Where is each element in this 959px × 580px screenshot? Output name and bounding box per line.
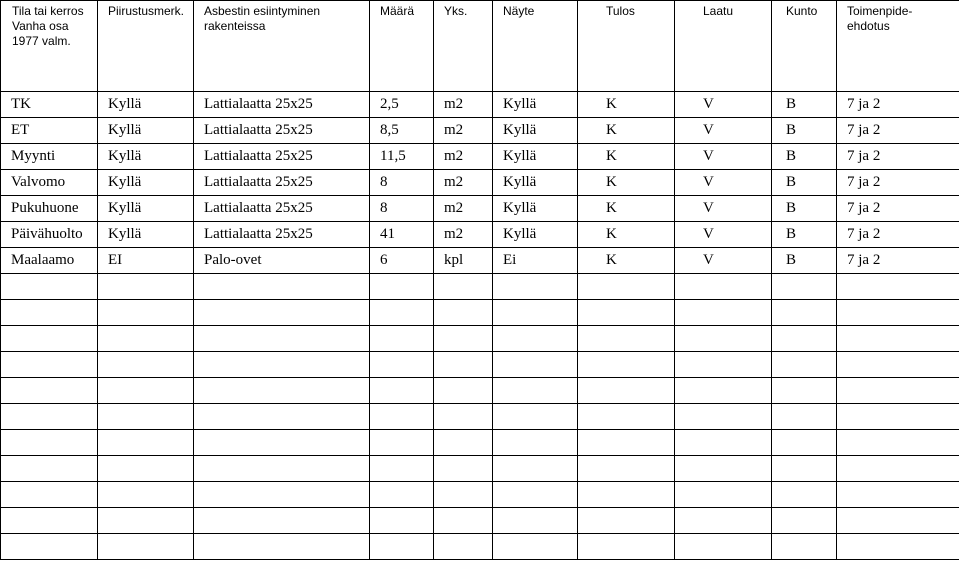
cell-asbestos-structure: Palo-ovet [194, 248, 370, 274]
empty-cell [370, 300, 434, 326]
header-text: Laatu [703, 4, 734, 18]
cell-quantity: 41 [370, 222, 434, 248]
cell-room: Valvomo [1, 170, 98, 196]
empty-cell [194, 508, 370, 534]
table-row [1, 92, 959, 118]
cell-result: K [578, 144, 675, 170]
empty-cell [98, 300, 194, 326]
table-row [1, 222, 959, 248]
header-text: Vanha osa [12, 19, 69, 33]
cell-action-proposal: 7 ja 2 [837, 196, 959, 222]
cell-asbestos-structure: Lattialaatta 25x25 [194, 144, 370, 170]
cell-quantity: 11,5 [370, 144, 434, 170]
cell-condition: B [772, 118, 837, 144]
cell-room: Pukuhuone [1, 196, 98, 222]
empty-cell [370, 456, 434, 482]
empty-cell [98, 352, 194, 378]
table-row [1, 248, 959, 274]
empty-cell [1, 534, 98, 560]
header-text: Tila tai kerros [12, 4, 84, 18]
header-text: Näyte [503, 4, 535, 18]
cell-asbestos-structure: Lattialaatta 25x25 [194, 118, 370, 144]
empty-cell [370, 534, 434, 560]
empty-cell [675, 534, 772, 560]
cell-action-proposal: 7 ja 2 [837, 170, 959, 196]
cell-room: Maalaamo [1, 248, 98, 274]
empty-cell [837, 326, 959, 352]
cell-sample: Kyllä [493, 170, 578, 196]
cell-condition: B [772, 92, 837, 118]
cell-sample: Kyllä [493, 222, 578, 248]
empty-cell [578, 508, 675, 534]
empty-table-row [1, 352, 959, 378]
empty-cell [98, 326, 194, 352]
empty-cell [434, 352, 493, 378]
cell-sample: Kyllä [493, 118, 578, 144]
empty-cell [772, 274, 837, 300]
empty-cell [194, 456, 370, 482]
empty-cell [837, 534, 959, 560]
empty-cell [370, 482, 434, 508]
empty-cell [772, 534, 837, 560]
cell-drawing-mark: EI [98, 248, 194, 274]
empty-cell [98, 378, 194, 404]
empty-cell [98, 430, 194, 456]
header-text: Piirustusmerk. [108, 4, 185, 18]
empty-cell [434, 482, 493, 508]
header-cell [675, 1, 772, 92]
empty-cell [1, 430, 98, 456]
empty-table-row [1, 378, 959, 404]
cell-action-proposal: 7 ja 2 [837, 118, 959, 144]
cell-unit: m2 [434, 92, 493, 118]
header-text: Asbestin esiintyminen [204, 4, 321, 18]
empty-table-row [1, 404, 959, 430]
cell-sample: Kyllä [493, 144, 578, 170]
empty-cell [434, 456, 493, 482]
header-cell [493, 1, 578, 92]
cell-unit: m2 [434, 170, 493, 196]
empty-cell [98, 534, 194, 560]
empty-cell [837, 482, 959, 508]
empty-cell [1, 456, 98, 482]
cell-drawing-mark: Kyllä [98, 222, 194, 248]
table-row [1, 144, 959, 170]
empty-cell [675, 274, 772, 300]
cell-drawing-mark: Kyllä [98, 170, 194, 196]
header-cell [837, 1, 959, 92]
cell-action-proposal: 7 ja 2 [837, 144, 959, 170]
empty-cell [837, 352, 959, 378]
empty-cell [578, 352, 675, 378]
empty-cell [98, 274, 194, 300]
table-row [1, 118, 959, 144]
empty-cell [493, 482, 578, 508]
header-cell [194, 1, 370, 92]
cell-quantity: 8 [370, 170, 434, 196]
table-row [1, 196, 959, 222]
header-cell [98, 1, 194, 92]
empty-cell [370, 274, 434, 300]
empty-cell [675, 508, 772, 534]
empty-cell [194, 274, 370, 300]
empty-cell [1, 352, 98, 378]
cell-unit: m2 [434, 222, 493, 248]
empty-cell [772, 300, 837, 326]
empty-cell [434, 404, 493, 430]
header-text: ehdotus [847, 19, 890, 33]
cell-sample: Ei [493, 248, 578, 274]
empty-table-row [1, 430, 959, 456]
header-cell [370, 1, 434, 92]
header-text: 1977 valm. [12, 34, 71, 48]
empty-cell [98, 404, 194, 430]
empty-cell [194, 300, 370, 326]
empty-cell [578, 274, 675, 300]
cell-condition: B [772, 144, 837, 170]
empty-cell [194, 404, 370, 430]
cell-unit: m2 [434, 118, 493, 144]
empty-cell [370, 430, 434, 456]
empty-cell [434, 534, 493, 560]
cell-quality: V [675, 222, 772, 248]
empty-cell [493, 508, 578, 534]
header-text: Yks. [444, 4, 468, 18]
cell-result: K [578, 196, 675, 222]
empty-cell [578, 404, 675, 430]
header-cell [578, 1, 675, 92]
cell-unit: kpl [434, 248, 493, 274]
cell-asbestos-structure: Lattialaatta 25x25 [194, 222, 370, 248]
cell-result: K [578, 248, 675, 274]
cell-room: Myynti [1, 144, 98, 170]
empty-cell [578, 430, 675, 456]
cell-result: K [578, 118, 675, 144]
empty-cell [578, 534, 675, 560]
empty-cell [98, 482, 194, 508]
empty-cell [98, 456, 194, 482]
empty-table-row [1, 456, 959, 482]
cell-result: K [578, 170, 675, 196]
empty-cell [578, 300, 675, 326]
empty-cell [98, 508, 194, 534]
empty-cell [194, 482, 370, 508]
cell-asbestos-structure: Lattialaatta 25x25 [194, 196, 370, 222]
cell-quantity: 8,5 [370, 118, 434, 144]
empty-cell [493, 300, 578, 326]
empty-cell [675, 404, 772, 430]
cell-condition: B [772, 196, 837, 222]
empty-cell [370, 404, 434, 430]
cell-quality: V [675, 144, 772, 170]
cell-room: TK [1, 92, 98, 118]
empty-cell [1, 300, 98, 326]
cell-drawing-mark: Kyllä [98, 118, 194, 144]
empty-cell [493, 534, 578, 560]
empty-cell [675, 456, 772, 482]
empty-table-row [1, 274, 959, 300]
empty-cell [493, 352, 578, 378]
empty-cell [675, 326, 772, 352]
empty-cell [194, 378, 370, 404]
empty-table-row [1, 300, 959, 326]
empty-cell [675, 430, 772, 456]
empty-cell [434, 378, 493, 404]
empty-cell [578, 482, 675, 508]
cell-result: K [578, 92, 675, 118]
cell-unit: m2 [434, 196, 493, 222]
cell-condition: B [772, 222, 837, 248]
cell-quantity: 8 [370, 196, 434, 222]
empty-cell [837, 508, 959, 534]
empty-cell [1, 404, 98, 430]
empty-cell [1, 482, 98, 508]
cell-room: ET [1, 118, 98, 144]
empty-table-row [1, 326, 959, 352]
header-text: Tulos [606, 4, 635, 18]
empty-cell [772, 378, 837, 404]
header-text: Toimenpide- [847, 4, 913, 18]
empty-cell [370, 352, 434, 378]
empty-cell [772, 326, 837, 352]
cell-room: Päivähuolto [1, 222, 98, 248]
cell-asbestos-structure: Lattialaatta 25x25 [194, 92, 370, 118]
empty-cell [772, 508, 837, 534]
header-cell [1, 1, 98, 92]
empty-cell [493, 404, 578, 430]
empty-cell [434, 300, 493, 326]
empty-cell [493, 430, 578, 456]
empty-table-row [1, 534, 959, 560]
empty-cell [837, 378, 959, 404]
empty-cell [434, 508, 493, 534]
empty-cell [772, 456, 837, 482]
empty-cell [493, 326, 578, 352]
cell-quantity: 6 [370, 248, 434, 274]
header-text: rakenteissa [204, 19, 266, 33]
header-text: Määrä [380, 4, 415, 18]
empty-cell [675, 482, 772, 508]
cell-drawing-mark: Kyllä [98, 144, 194, 170]
cell-sample: Kyllä [493, 92, 578, 118]
cell-action-proposal: 7 ja 2 [837, 248, 959, 274]
empty-cell [837, 430, 959, 456]
table-header-row [1, 1, 959, 92]
cell-condition: B [772, 170, 837, 196]
empty-cell [434, 430, 493, 456]
empty-cell [772, 482, 837, 508]
cell-quantity: 2,5 [370, 92, 434, 118]
empty-cell [837, 456, 959, 482]
empty-cell [1, 274, 98, 300]
cell-unit: m2 [434, 144, 493, 170]
empty-cell [675, 300, 772, 326]
empty-cell [837, 300, 959, 326]
cell-asbestos-structure: Lattialaatta 25x25 [194, 170, 370, 196]
cell-quality: V [675, 92, 772, 118]
cell-sample: Kyllä [493, 196, 578, 222]
empty-cell [194, 430, 370, 456]
empty-cell [578, 456, 675, 482]
empty-cell [675, 352, 772, 378]
empty-cell [772, 352, 837, 378]
empty-cell [370, 378, 434, 404]
empty-cell [837, 274, 959, 300]
empty-cell [434, 274, 493, 300]
empty-table-row [1, 508, 959, 534]
table-row [1, 170, 959, 196]
cell-condition: B [772, 248, 837, 274]
empty-cell [493, 456, 578, 482]
empty-cell [194, 326, 370, 352]
empty-cell [1, 508, 98, 534]
empty-cell [194, 352, 370, 378]
empty-cell [837, 404, 959, 430]
header-cell [772, 1, 837, 92]
empty-cell [370, 326, 434, 352]
cell-quality: V [675, 196, 772, 222]
cell-quality: V [675, 118, 772, 144]
cell-action-proposal: 7 ja 2 [837, 222, 959, 248]
empty-cell [370, 508, 434, 534]
cell-action-proposal: 7 ja 2 [837, 92, 959, 118]
cell-quality: V [675, 170, 772, 196]
cell-result: K [578, 222, 675, 248]
empty-cell [772, 404, 837, 430]
cell-quality: V [675, 248, 772, 274]
empty-cell [1, 326, 98, 352]
empty-cell [772, 430, 837, 456]
empty-table-row [1, 482, 959, 508]
empty-cell [1, 378, 98, 404]
empty-cell [578, 326, 675, 352]
empty-cell [675, 378, 772, 404]
empty-cell [434, 326, 493, 352]
empty-cell [493, 274, 578, 300]
cell-drawing-mark: Kyllä [98, 92, 194, 118]
empty-cell [493, 378, 578, 404]
empty-cell [578, 378, 675, 404]
cell-drawing-mark: Kyllä [98, 196, 194, 222]
header-cell [434, 1, 493, 92]
empty-cell [194, 534, 370, 560]
header-text: Kunto [786, 4, 818, 18]
